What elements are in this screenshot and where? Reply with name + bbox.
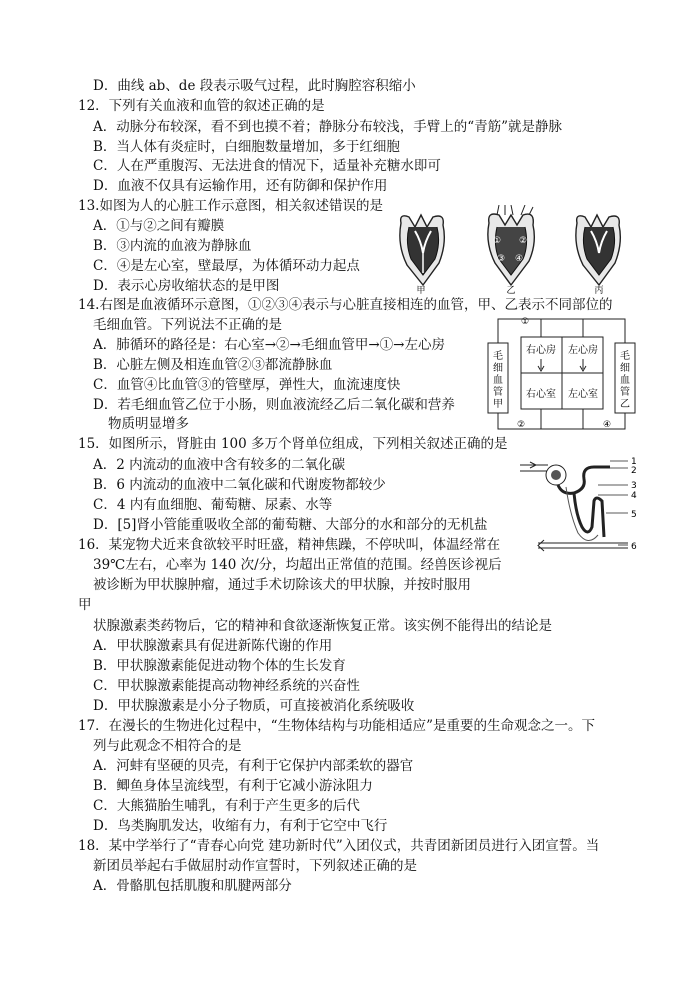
nephron-num-3: 3 xyxy=(631,481,637,491)
circ-mark-1: ① xyxy=(521,317,530,327)
q17-option-a: A．河蚌有坚硬的贝壳，有利于它保护内部柔软的器官 xyxy=(93,758,414,774)
heart-diagram xyxy=(385,205,650,297)
left-ventricle: 左心室 xyxy=(568,389,598,400)
q13-option-d: D．表示心房收缩状态的是甲图 xyxy=(93,278,280,294)
q13-stem: 13.如图为人的心脏工作示意图，相关叙述错误的是 xyxy=(78,198,383,214)
q13-option-a: A．①与②之间有瓣膜 xyxy=(93,218,225,234)
q18-line2: 新团员举起右手做屈肘动作宣誓时，下列叙述正确的是 xyxy=(93,858,417,874)
q12-option-a: A．动脉分布较深，看不到也摸不着；静脉分布较浅，手臂上的“青筋”就是静脉 xyxy=(93,119,563,135)
q14-option-d: D．若毛细血管乙位于小肠，则血液流经乙后二氧化碳和营养 xyxy=(93,397,455,413)
q14-stem-line2: 毛细血管。下列说法不正确的是 xyxy=(93,317,282,333)
q16-line3: 被诊断为甲状腺肿瘤，通过手术切除该犬的甲状腺，并按时服用 xyxy=(93,577,471,593)
q18-option-a: A．骨骼肌包括肌腹和肌腱两部分 xyxy=(93,878,292,894)
q18-line1: 18．某中学举行了“青春心向党 建功新时代”入团仪式，共青团新团员进行入团宣誓。当 xyxy=(78,838,600,854)
q16-line5: 状腺激素类药物后，它的精神和食欲逐渐恢复正常。该实例不能得出的结论是 xyxy=(93,618,552,634)
q16-option-c: C．甲状腺激素能提高动物神经系统的兴奋性 xyxy=(93,678,360,694)
right-atrium: 右心房 xyxy=(526,345,556,356)
q17-option-b: B．鲫鱼身体呈流线型，有利于它减小游泳阻力 xyxy=(93,778,373,794)
mark-2: ② xyxy=(519,236,528,246)
q17-option-c: C．大熊猫胎生哺乳，有利于产生更多的后代 xyxy=(93,798,360,814)
nephron-num-4: 4 xyxy=(631,491,637,501)
q16-option-b: B．甲状腺激素能促进动物个体的生长发育 xyxy=(93,658,346,674)
q16-option-a: A．甲状腺激素具有促进新陈代谢的作用 xyxy=(93,638,333,654)
mark-4: ④ xyxy=(515,254,524,264)
q14-option-d-cont: 物质明显增多 xyxy=(108,416,189,432)
q17-option-d: D．鸟类胸肌发达，收缩有力，有利于它空中飞行 xyxy=(93,818,388,834)
q14-stem-line1: 14.右图是血液循环示意图，①②③④表示与心脏直接相连的血管，甲、乙表示不同部位的 xyxy=(78,297,613,313)
label-jia: 甲 xyxy=(416,286,426,296)
q15-option-b: B．6 内流动的血液中二氧化碳和代谢废物都较少 xyxy=(93,477,386,493)
heart-bing xyxy=(576,215,620,285)
cap-jia-text: 毛细血管甲 xyxy=(493,351,503,410)
circulation-diagram xyxy=(483,313,643,435)
nephron-num-1: 1 xyxy=(631,457,637,467)
mark-3: ③ xyxy=(497,254,506,264)
q12-stem: 12．下列有关血液和血管的叙述正确的是 xyxy=(78,98,325,114)
right-ventricle: 右心室 xyxy=(526,389,556,400)
q14-option-b: B．心脏左侧及相连血管②③都流静脉血 xyxy=(93,357,333,373)
left-atrium: 左心房 xyxy=(568,345,598,356)
q16-line4: 甲 xyxy=(78,597,92,613)
q11-option-d: D．曲线 ab、de 段表示吸气过程，此时胸腔容积缩小 xyxy=(93,78,416,94)
nephron-num-5: 5 xyxy=(631,510,637,520)
heart-jia xyxy=(400,215,444,285)
q12-option-d: D．血液不仅具有运输作用，还有防御和保护作用 xyxy=(93,178,388,194)
q13-option-b: B．③内流的血液为静脉血 xyxy=(93,238,252,254)
q12-option-b: B．当人体有炎症时，白细胞数量增加，多于红细胞 xyxy=(93,139,400,155)
cap-yi-text: 毛细血管乙 xyxy=(620,351,630,410)
label-bing: 丙 xyxy=(594,286,604,296)
q13-option-c: C．④是左心室，壁最厚，为体循环动力起点 xyxy=(93,258,360,274)
q15-option-c: C．4 内有血细胞、葡萄糖、尿素、水等 xyxy=(93,497,333,513)
q15-option-d: D．[5]肾小管能重吸收全部的葡萄糖、大部分的水和部分的无机盐 xyxy=(93,517,488,533)
q15-stem: 15．如图所示，肾脏由 100 多万个肾单位组成，下列相关叙述正确的是 xyxy=(78,436,508,452)
heart-yi xyxy=(488,205,534,285)
circ-mark-2: ② xyxy=(517,420,526,430)
q16-line1: 16．某宠物犬近来食欲较平时旺盛，精神焦躁，不停吠叫，体温经常在 xyxy=(78,537,501,553)
q16-line2: 39℃左右，心率为 140 次/分，均超出正常值的范围。经兽医诊视后 xyxy=(93,557,502,573)
q14-option-a: A．肺循环的路径是：右心室→②→毛细血管甲→①→左心房 xyxy=(93,337,445,353)
q12-option-c: C．人在严重腹泻、无法进食的情况下，适量补充糖水即可 xyxy=(93,158,441,174)
q16-option-d: D．甲状腺激素是小分子物质，可直接被消化系统吸收 xyxy=(93,698,415,714)
q14-option-c: C．血管④比血管③的管壁厚，弹性大，血流速度快 xyxy=(93,377,401,393)
nephron-num-6: 6 xyxy=(631,542,637,552)
nephron-diagram xyxy=(518,455,643,555)
nephron-num-2: 2 xyxy=(631,466,637,476)
q17-line2: 列与此观念不相符合的是 xyxy=(93,738,242,754)
circ-mark-4: ④ xyxy=(603,420,612,430)
q17-line1: 17．在漫长的生物进化过程中，“生物体结构与功能相适应”是重要的生命观念之一。下 xyxy=(78,718,595,734)
label-yi: 乙 xyxy=(506,286,516,296)
q15-option-a: A．2 内流动的血液中含有较多的二氧化碳 xyxy=(93,457,346,473)
mark-1: ① xyxy=(493,236,502,246)
